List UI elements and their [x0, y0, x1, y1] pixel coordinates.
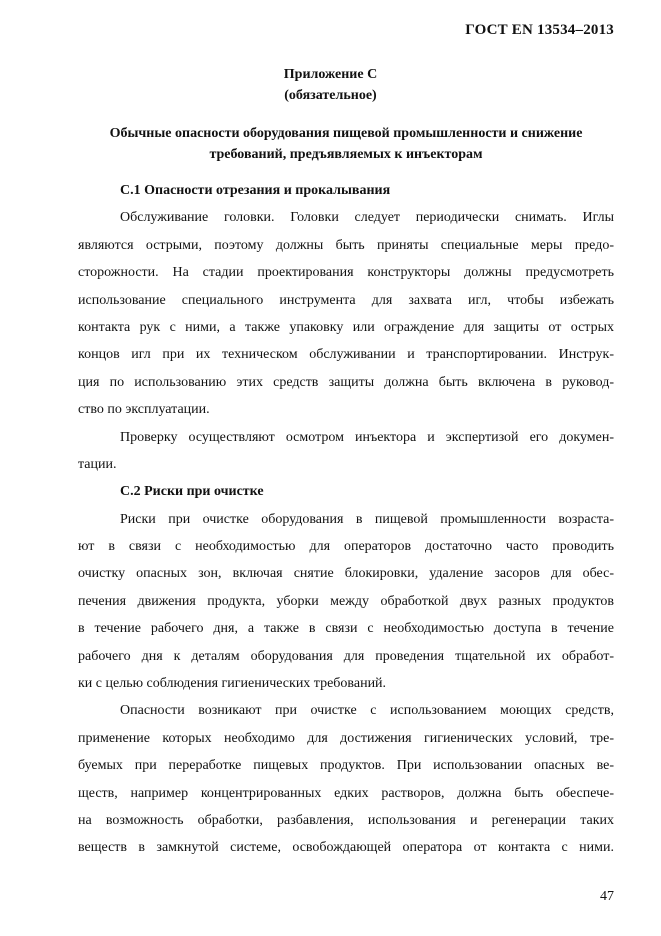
annex-heading-line: Обычные опасности оборудования пищевой промышленности и снижение: [109, 126, 583, 141]
text-line: использование специального инструмента для захвата игл, чтобы избежать: [78, 292, 614, 308]
text-line: ство по эксплуатации.: [78, 402, 210, 418]
annex-heading-line: требований, предъявляемых к инъекторам: [209, 147, 483, 162]
text-line: тации.: [78, 456, 117, 472]
section-c1-paragraph-1: [78, 204, 614, 423]
text-line: сторожности. На стадии проектирования конструкторы должны предусмотреть: [78, 265, 614, 281]
text-line: буемых при переработке пищевых продуктов. При использовании опасных ве-: [78, 758, 614, 774]
text-line: ществ, например концентрированных едких растворов, должна быть обеспече-: [78, 785, 614, 801]
text-line: Риски при очистке оборудования в пищевой промышленности возраста-: [120, 511, 614, 527]
text-line: Обслуживание головки. Головки следует периодически снимать. Иглы: [120, 210, 614, 226]
text-line: являются острыми, поэтому должны быть приняты специальные меры предо-: [78, 237, 614, 253]
text-line: очистку опасных зон, включая снятие блокировки, удаление засоров для обес-: [78, 566, 614, 582]
text-line: ют в связи с необходимостью для операторов достаточно часто проводить: [78, 539, 614, 555]
text-line: веществ в замкнутой системе, освобождающей оператора от контакта с ними.: [78, 840, 614, 856]
text-line: печения движения продукта, уборки между обработкой двух разных продуктов: [78, 593, 614, 609]
text-line: Проверку осуществляют осмотром инъектора и экспертизой его докумен-: [120, 429, 614, 445]
annex-title-block: [0, 64, 661, 106]
section-c2-title: С.2 Риски при очистке: [120, 484, 264, 500]
text-line: ки с целью соблюдения гигиенических требований.: [78, 676, 387, 692]
text-line: на возможность обработки, разбавления, использования и регенерации таких: [78, 812, 614, 828]
text-line: ция по использованию этих средств защиты должна быть включена в руковод-: [78, 374, 614, 390]
annex-body: [78, 177, 614, 862]
text-line: применение которых необходимо для достижения гигиенических условий, тре-: [78, 730, 614, 746]
text-line: контакта рук с ними, а также упаковку или ограждение для защиты от острых: [78, 319, 614, 335]
text-line: рабочего дня к деталям оборудования для проведения тщательной их обработ-: [78, 648, 614, 664]
text-line: концов игл при их техническом обслуживании и транспортировании. Инструк-: [78, 347, 614, 363]
text-line: Опасности возникают при очистке с использованием моющих средств,: [120, 703, 614, 719]
section-c2-paragraph-2: [78, 697, 614, 861]
annex-title: Приложение С: [283, 67, 378, 82]
text-line: в течение рабочего дня, а также в связи с необходимостью доступа в течение: [78, 621, 614, 637]
annex-status: (обязательное): [284, 88, 377, 103]
standard-code: ГОСТ EN 13534–2013: [465, 22, 614, 38]
page-number: 47: [600, 889, 614, 904]
section-c1-title: С.1 Опасности отрезания и прокалывания: [120, 183, 391, 198]
annex-heading: [78, 123, 614, 165]
section-c1-paragraph-2: [78, 424, 614, 479]
section-c2-paragraph-1: [78, 506, 614, 698]
